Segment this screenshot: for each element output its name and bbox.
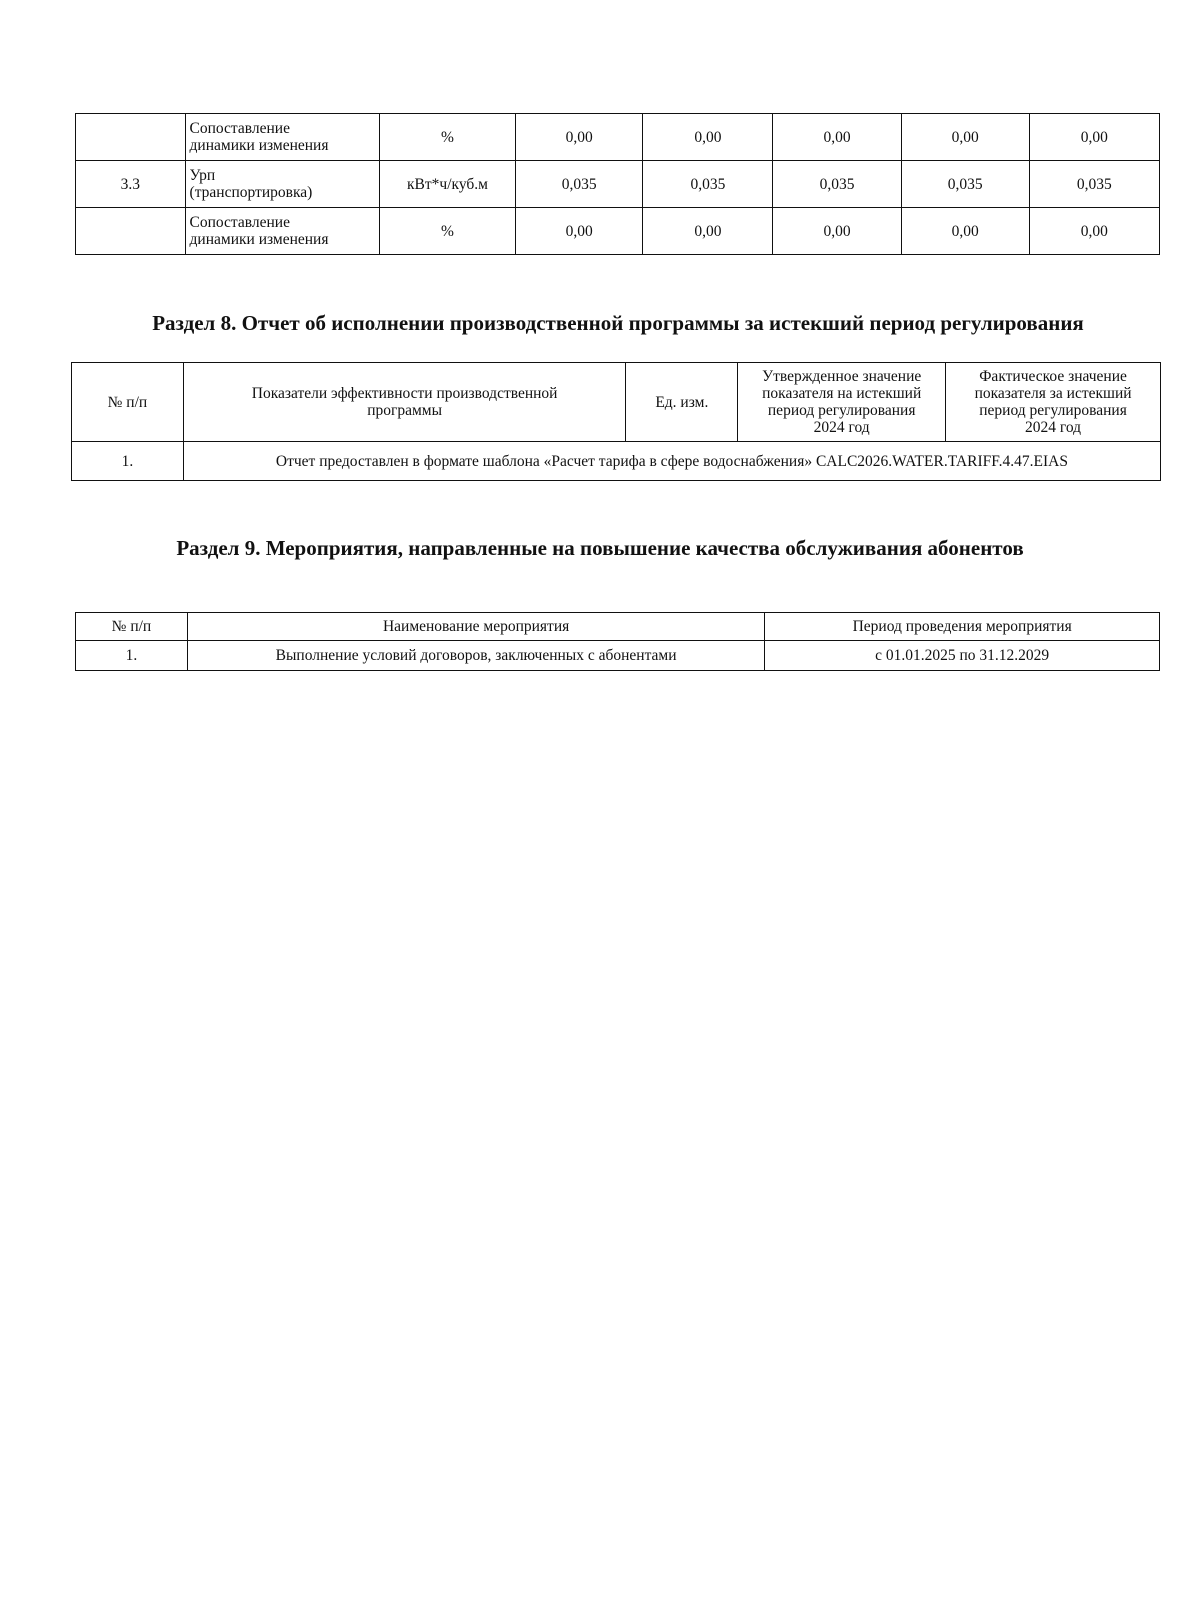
indicator-name: Сопоставление динамики изменения — [185, 208, 379, 255]
unit-cell: кВт*ч/куб.м — [379, 161, 515, 208]
value-cell: 0,00 — [1029, 114, 1159, 161]
value-cell: 0,00 — [1029, 208, 1159, 255]
report-note: Отчет предоставлен в формате шаблона «Расчет тарифа в сфере водоснабжения» CALC2026.WATER.TARIFF.4.47.EIAS — [183, 442, 1160, 481]
table-row — [76, 114, 1160, 161]
section-8-title: Раздел 8. Отчет об исполнении производственной программы за истекший период регулирования — [152, 311, 1084, 335]
value-cell: 0,00 — [773, 208, 901, 255]
header-unit: Ед. изм. — [626, 363, 738, 442]
row-number — [76, 114, 186, 161]
event-name: Выполнение условий договоров, заключенных с абонентами — [187, 641, 764, 671]
row-number — [76, 208, 186, 255]
value-cell: 0,035 — [643, 161, 773, 208]
table-header-row — [72, 363, 1161, 442]
value-cell: 0,00 — [643, 114, 773, 161]
header-approved-value: Утвержденное значение показателя на истекший период регулирования 2024 год — [738, 363, 946, 442]
value-cell: 0,00 — [516, 114, 643, 161]
row-number: 1. — [76, 641, 188, 671]
table-row — [72, 442, 1161, 481]
unit-cell: % — [379, 208, 515, 255]
table-header-row — [76, 613, 1160, 641]
event-period: с 01.01.2025 по 31.12.2029 — [765, 641, 1160, 671]
unit-cell: % — [379, 114, 515, 161]
header-event-period: Период проведения мероприятия — [765, 613, 1160, 641]
value-cell: 0,035 — [516, 161, 643, 208]
header-actual-value: Фактическое значение показателя за истекший период регулирования 2024 год — [946, 363, 1161, 442]
row-number: 3.3 — [76, 161, 186, 208]
header-num: № п/п — [76, 613, 188, 641]
indicator-name: Урп (транспортировка) — [185, 161, 379, 208]
section-8-table — [71, 362, 1161, 481]
continued-indicators-table — [75, 113, 1160, 255]
table-row — [76, 208, 1160, 255]
header-num: № п/п — [72, 363, 184, 442]
value-cell: 0,035 — [773, 161, 901, 208]
value-cell: 0,00 — [643, 208, 773, 255]
value-cell: 0,00 — [516, 208, 643, 255]
section-9-title: Раздел 9. Мероприятия, направленные на повышение качества обслуживания абонентов — [176, 536, 1024, 560]
table-row — [76, 161, 1160, 208]
header-indicator: Показатели эффективности производственной программы — [183, 363, 626, 442]
value-cell: 0,00 — [901, 208, 1029, 255]
header-event-name: Наименование мероприятия — [187, 613, 764, 641]
value-cell: 0,035 — [901, 161, 1029, 208]
section-9-table — [75, 612, 1160, 671]
row-number: 1. — [72, 442, 184, 481]
table-row — [76, 641, 1160, 671]
value-cell: 0,00 — [773, 114, 901, 161]
value-cell: 0,035 — [1029, 161, 1159, 208]
indicator-name: Сопоставление динамики изменения — [185, 114, 379, 161]
value-cell: 0,00 — [901, 114, 1029, 161]
